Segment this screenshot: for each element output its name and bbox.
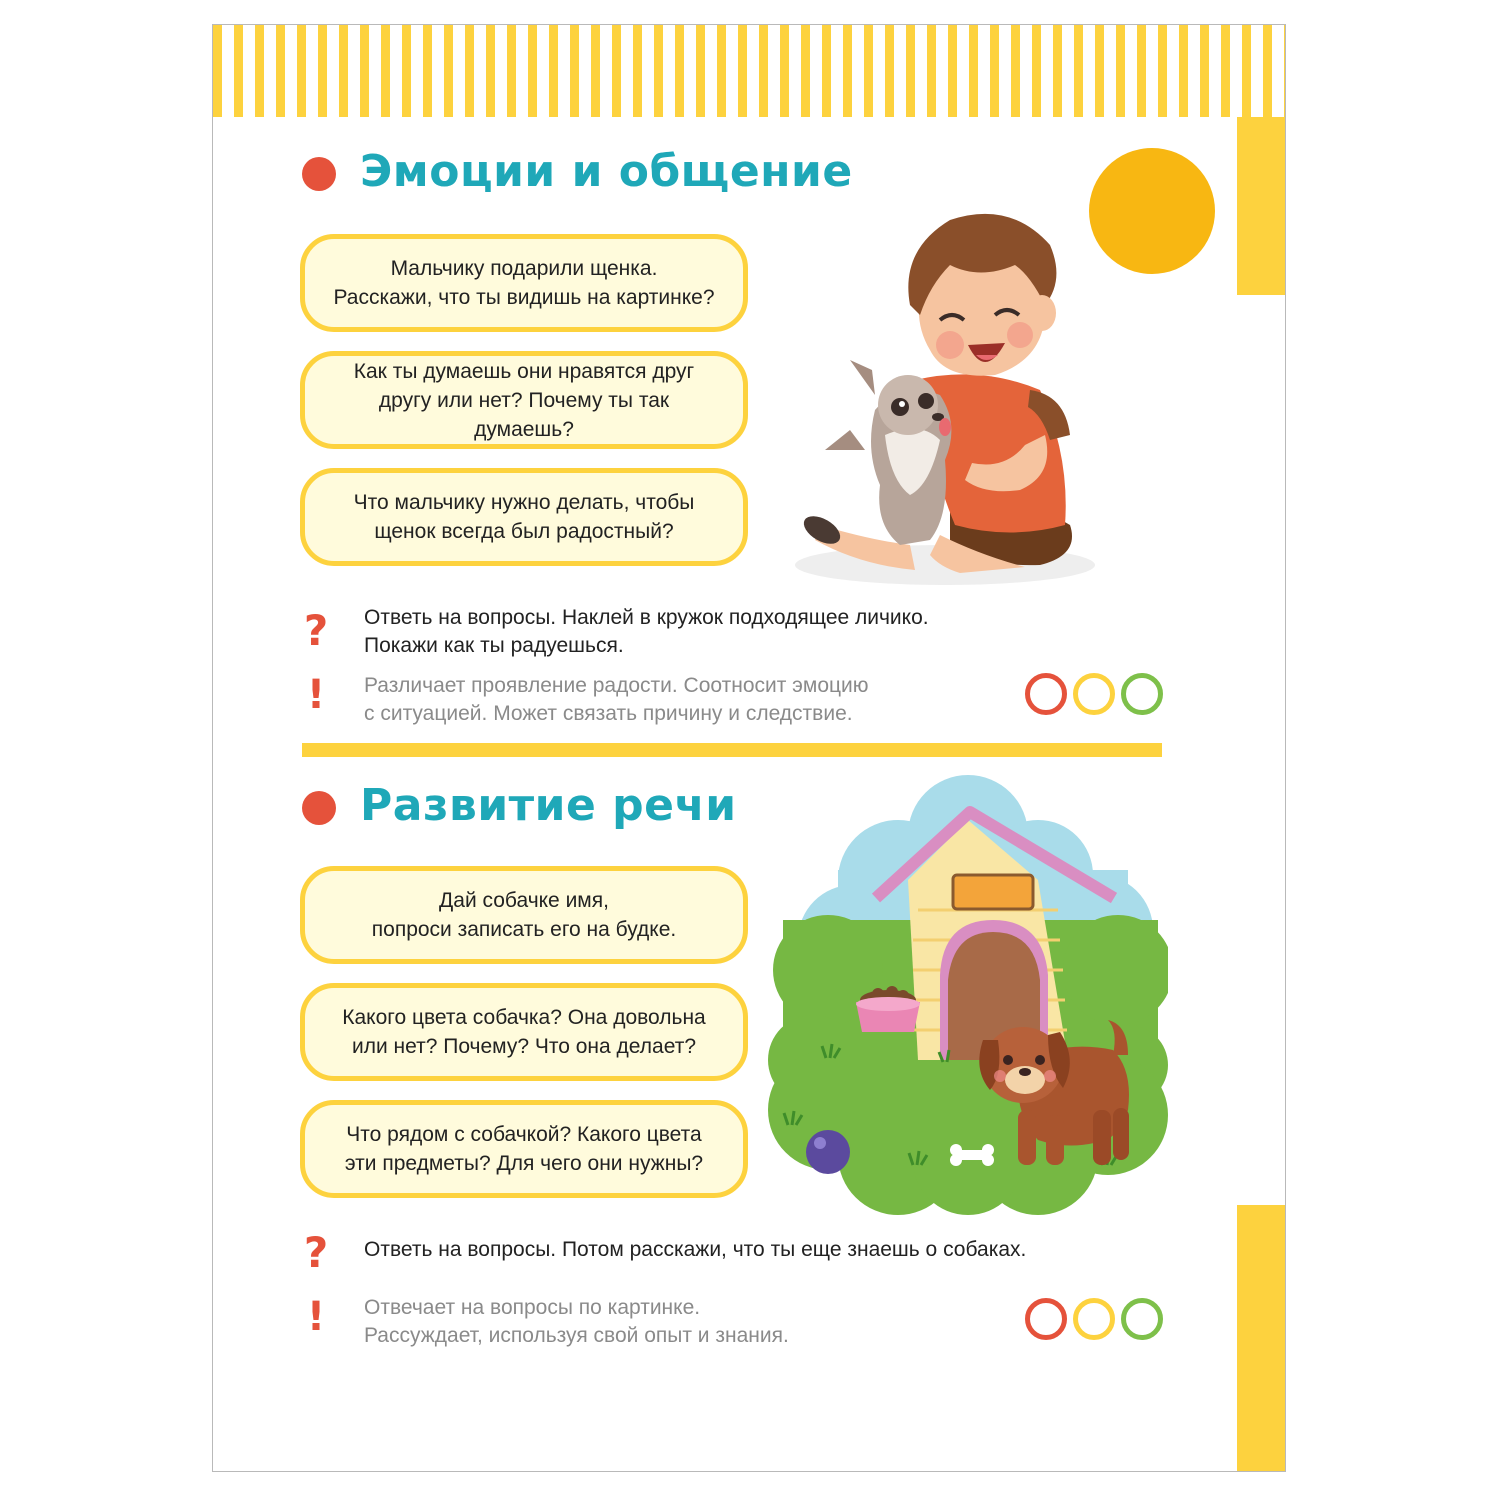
section-2-title: Развитие речи xyxy=(360,780,737,831)
section-2-skill: Отвечает на вопросы по картинке. Рассуждает, используя свой опыт и знания. xyxy=(364,1296,789,1347)
section-1-rating-circles xyxy=(1025,673,1165,717)
red-ring-icon xyxy=(1025,673,1067,715)
section-1-dot-icon xyxy=(302,157,336,191)
section-1-task: Ответь на вопросы. Наклей в кружок подходящее личико. Покажи как ты радуешься. xyxy=(364,606,929,657)
section-1-question-1 xyxy=(300,234,748,332)
question-text: Дай собачке имя, попроси записать его на будке. xyxy=(371,889,677,941)
right-bar-top xyxy=(1237,117,1285,295)
question-text: Мальчику подарили щенка. Расскажи, что ты видишь на картинке? xyxy=(333,257,715,309)
question-text: Что рядом с собачкой? Какого цвета эти предметы? Для чего они нужны? xyxy=(344,1123,704,1175)
section-1-skill: Различает проявление радости. Соотносит эмоцию с ситуацией. Может связать причину и следствие. xyxy=(364,674,869,725)
question-mark-icon: ? xyxy=(303,1228,329,1277)
section-2-question-3 xyxy=(300,1100,748,1198)
section-1-question-2 xyxy=(300,351,748,449)
section-2-rating-circles xyxy=(1025,1298,1165,1342)
right-bar-bottom xyxy=(1237,1205,1285,1472)
question-mark-icon: ? xyxy=(303,606,329,655)
section-2-dot-icon xyxy=(302,791,336,825)
question-text: Что мальчику нужно делать, чтобы щенок всегда был радостный? xyxy=(353,491,695,543)
exclamation-mark-icon: ! xyxy=(306,672,326,718)
section-2-question-2 xyxy=(300,983,748,1081)
sun-circle-icon xyxy=(1089,148,1215,274)
section-1-title: Эмоции и общение xyxy=(360,146,853,197)
section-2-task: Ответь на вопросы. Потом расскажи, что ты еще знаешь о собаках. xyxy=(364,1238,1027,1261)
question-text: Какого цвета собачка? Она довольна или нет? Почему? Что она делает? xyxy=(342,1006,706,1058)
green-ring-icon xyxy=(1121,673,1163,715)
section-divider xyxy=(302,743,1162,757)
top-stripes xyxy=(213,25,1285,117)
yellow-ring-icon xyxy=(1073,673,1115,715)
boy-hugging-puppy-icon xyxy=(780,195,1100,595)
yellow-ring-icon xyxy=(1073,1298,1115,1340)
section-2-question-1 xyxy=(300,866,748,964)
red-ring-icon xyxy=(1025,1298,1067,1340)
question-text: Как ты думаешь они нравятся друг другу или нет? Почему ты так думаешь? xyxy=(353,359,695,441)
doghouse-scene-icon xyxy=(768,770,1168,1215)
exclamation-mark-icon: ! xyxy=(306,1294,326,1340)
section-1-question-3 xyxy=(300,468,748,566)
green-ring-icon xyxy=(1121,1298,1163,1340)
